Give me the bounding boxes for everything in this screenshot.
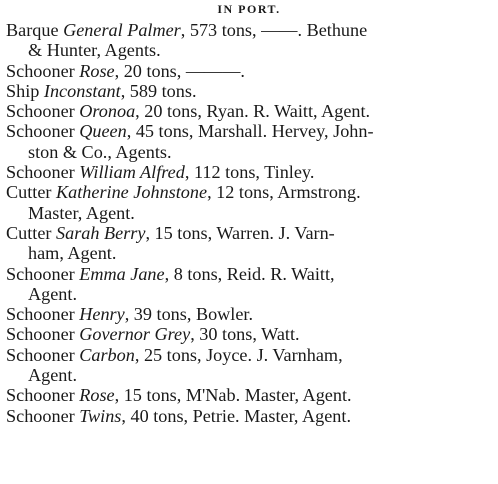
vessel-details: , 30 tons, Watt.	[190, 324, 300, 345]
vessel-type: Schooner	[6, 344, 75, 365]
ship-entry	[6, 345, 494, 386]
ship-entry	[6, 223, 494, 264]
vessel-details: , 15 tons, Warren. J. Varn-	[145, 222, 335, 243]
vessel-name: Henry	[79, 304, 125, 325]
vessel-name: Sarah Berry	[56, 222, 146, 243]
vessel-type: Schooner	[6, 60, 75, 81]
vessel-name: General Palmer	[63, 20, 181, 40]
vessel-details: , 40 tons, Petrie. Master, Agent.	[121, 405, 351, 426]
vessel-name: Queen	[79, 121, 127, 142]
ship-entry	[6, 264, 494, 305]
vessel-name: Governor Grey	[79, 324, 191, 345]
vessel-details: , 39 tons, Bowler.	[124, 304, 254, 325]
vessel-type: Schooner	[6, 162, 75, 183]
vessel-type: Schooner	[6, 324, 75, 345]
vessel-details: , 8 tons, Reid. R. Waitt,	[164, 263, 335, 284]
vessel-details: , 12 tons, Armstrong.	[207, 182, 361, 203]
ship-entry	[6, 121, 494, 162]
vessel-details-continued: ston & Co., Agents.	[28, 141, 172, 162]
vessel-type: Barque	[6, 20, 59, 40]
section-heading: IN PORT.	[217, 2, 281, 16]
ship-entry	[6, 162, 494, 182]
ship-entry	[6, 61, 494, 81]
vessel-details: , 589 tons.	[120, 80, 197, 101]
vessel-type: Schooner	[6, 121, 75, 142]
vessel-name: Oronoa	[79, 101, 136, 122]
vessel-type: Schooner	[6, 101, 75, 122]
vessel-type: Cutter	[6, 182, 52, 203]
vessel-details: , 45 tons, Marshall. Hervey, John-	[126, 121, 374, 142]
ship-entry	[6, 101, 494, 121]
ship-entry	[6, 324, 494, 344]
vessel-details: , 20 tons, ———.	[114, 60, 245, 81]
ship-entry	[6, 304, 494, 324]
ship-entry	[6, 81, 494, 101]
vessel-name: Rose	[79, 60, 115, 81]
vessel-name: Rose	[79, 385, 115, 406]
ship-entry	[6, 406, 494, 426]
vessel-name: Katherine Johnstone	[56, 182, 208, 203]
vessel-type: Schooner	[6, 304, 75, 325]
ship-entry	[6, 182, 494, 223]
vessel-name: Twins	[79, 405, 122, 426]
vessel-details-continued: ham, Agent.	[28, 243, 117, 264]
vessel-details: , 112 tons, Tinley.	[184, 162, 315, 183]
vessel-type: Schooner	[6, 405, 75, 426]
vessel-type: Schooner	[6, 385, 75, 406]
ship-entry	[6, 20, 494, 61]
vessel-details: , 25 tons, Joyce. J. Varnham,	[134, 344, 343, 365]
vessel-type: Schooner	[6, 263, 75, 284]
vessel-type: Ship	[6, 80, 40, 101]
vessel-details: , 20 tons, Ryan. R. Waitt, Agent.	[135, 101, 371, 122]
vessel-details-continued: Master, Agent.	[28, 202, 135, 223]
ship-list	[6, 20, 494, 426]
vessel-type: Cutter	[6, 222, 52, 243]
vessel-details-continued: Agent.	[28, 365, 77, 386]
vessel-details-continued: Agent.	[28, 283, 77, 304]
vessel-name: Emma Jane	[79, 263, 165, 284]
vessel-details: , 15 tons, M'Nab. Master, Agent.	[114, 385, 352, 406]
vessel-name: William Alfred	[79, 162, 185, 183]
ship-entry	[6, 385, 494, 405]
vessel-name: Inconstant	[43, 80, 121, 101]
vessel-details-continued: & Hunter, Agents.	[28, 40, 161, 61]
vessel-name: Carbon	[79, 344, 135, 365]
vessel-details: , 573 tons, ——. Bethune	[180, 20, 368, 40]
